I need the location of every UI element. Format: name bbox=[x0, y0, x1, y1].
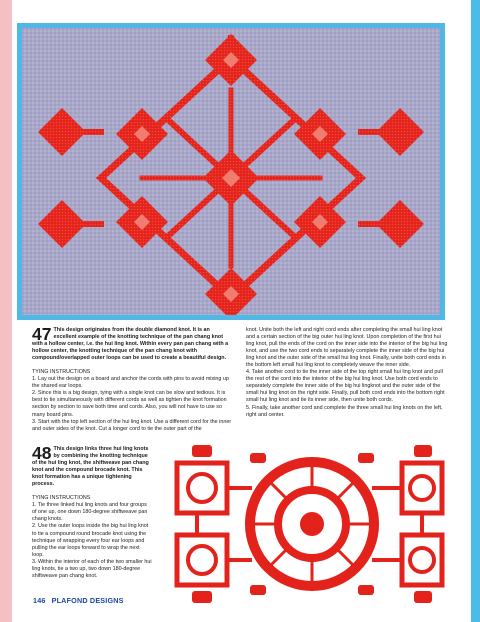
project-47-left-column bbox=[32, 324, 234, 433]
project-47-step-1: 1. Lay out the design on a board and anchor the cords with pins to avoid mixing up the shared ear loops. bbox=[32, 376, 229, 390]
top-photo-frame bbox=[17, 23, 445, 320]
project-47-step-2: 2. Since this is a big design, tying with a single knot can be slow and tedious. It is best to tie simultaneously with different cords as well as tighten the knot formation section by section to save both time and cords. Also, you will not have to use so many board pins. bbox=[32, 390, 227, 418]
project-47-step-3: 3. Start with the top left section of the hui ling knot. Use a different cord for the inner and outer sides of the knot. Cut a longer cord to tie the outer part of the bbox=[32, 418, 232, 432]
project-48-intro-text: This design links three hui ling knots by combining the knotting technique of the hui ling knot, the shiftweave pan chang knot and the compound brocade knot. This knot formation has a unique tightening process. bbox=[32, 446, 149, 488]
project-47-step-3-continued: knot. Unite both the left and right cord ends after completing the small hui ling knot and a certain section of the big outer hui ling knot. Upon completion of the first hui ling knot, pull the ends of the cord on the inner side into the interior of the big hui ling knot, and use the two cord ends to separately complete the inner side of the big hui ling knot and the outer side of the small hui ling knot. Finally, unite both cord ends in the bottom left small hui ling knot to completely weave the inner side. bbox=[246, 327, 448, 369]
double-diamond-knot-photo bbox=[22, 28, 440, 315]
page-footer bbox=[33, 596, 124, 605]
project-number-47: 47 bbox=[32, 324, 52, 344]
page-number: 146 bbox=[33, 596, 46, 605]
knot-illustration bbox=[22, 28, 440, 315]
section-title: PLAFOND DESIGNS bbox=[51, 596, 124, 605]
project-47-heading: TYING INSTRUCTIONS bbox=[32, 369, 91, 376]
project-47-right-column bbox=[246, 327, 448, 419]
project-48-step-3: 3. Within the interior of each of the two smaller hui ling knots, tie a two up, two down 180-degree shiftweave pan chang knot. bbox=[32, 558, 152, 579]
page-edge-right bbox=[471, 0, 480, 622]
project-47-step-4: 4. Take another cord to tie the inner side of the top right small hui ling knot and pull the rest of the cord into the interior of the big hui ling knot. Use both cord ends to separately complete the inner side of the big hui lingknot and the outer side of the small hui ling knot on the right side. Finally, pull both cord ends into the bottom right small hui ling knot and tie its inner side, then unite both cords. bbox=[246, 369, 445, 404]
project-48-heading: TYING INSTRUCTIONS bbox=[32, 495, 91, 502]
project-47-steps-continued bbox=[246, 327, 448, 419]
project-48-step-2: 2. Use the outer loops inside the big hui ling knot to tie a compound round brocade knot using the technique of wrapping every four ear loops and pulling the ear loops forward to wrap the next loop. bbox=[32, 523, 149, 558]
project-47-step-5: 5. Finally, take another cord and complete the three small hui ling knots on the left, right and center. bbox=[246, 404, 443, 418]
linked-hui-ling-knots-photo bbox=[22, 443, 450, 605]
project-48-step-1: 1. Tie three linked hui ling knots and four groups of one up, one down 180-degree shiftweave pan chang knots. bbox=[32, 502, 148, 523]
lace-illustration bbox=[22, 443, 450, 605]
project-47-intro bbox=[32, 324, 234, 362]
project-47-intro-text: This design originates from the double diamond knot. It is an excellent example of the knotting technique of the pan chang knot with a hollow center, i.e. the hui ling knot. Within every pan pan chang with a hollow center, the knotting technique of the pan chang knot with compound/overlapped outer loops can be used to create a beautiful design. bbox=[32, 327, 229, 362]
project-number-48: 48 bbox=[32, 443, 52, 463]
project-47-steps bbox=[32, 376, 234, 432]
page-edge-left bbox=[0, 0, 12, 622]
